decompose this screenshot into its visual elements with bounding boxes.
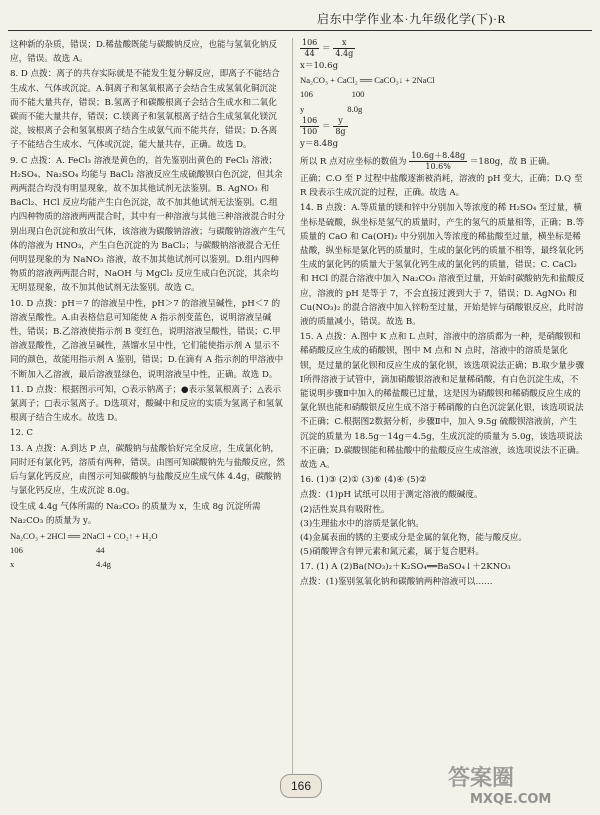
watermark-url: MXQE.COM — [470, 792, 552, 807]
hint-line: (3)生理盐水中的溶质是氯化钠。 — [300, 518, 424, 529]
calc-line: 所以 R 点对应坐标的数值为 $\frac{10.6g+8.48g}{10.6\%}$ ＝180g，故 B 正确。 — [300, 151, 556, 172]
x-value: x＝10.6g — [300, 61, 339, 71]
equation-reaction: Na₂CO₃ + 2HCl ══ 2NaCl + CO₂↑ + H₂O — [10, 530, 158, 541]
hint-line: (4)金属表面的锈的主要成分是金属的氧化物，能与酸反应。 — [300, 533, 528, 544]
y-value: y＝8.48g — [300, 138, 339, 149]
equation-masses: 106 44 — [10, 545, 105, 556]
left-column — [10, 38, 285, 572]
answer-q17: 17. (1) A (2)Ba(NO₃)₂＋K₂SO₄══BaSO₄↓＋2KNO₃ — [300, 561, 511, 572]
fraction: $\frac{x}{4.4g}$ — [335, 38, 354, 58]
fraction: $\frac{10.6g+8.48g}{10.6\%}$ — [411, 151, 466, 172]
header-rule — [8, 30, 592, 31]
answer-q12: 12. C — [10, 428, 33, 439]
answer-q9: 9. C 点拨：A. FeCl₃ 溶液是黄色的，首先鉴别出黄色的 FeCl₃ 溶液；H₂SO₄、Na₂SO₄ 均能与 BaCl₂ 溶液反应生成硫酸钡白色沉淀，但其余两两混合均没有明显现象，故不加其他试剂无法鉴别。B. AgNO₃ 和 BaCl₂、HCl 反应均能产生白色沉淀，故不加其他试剂无法鉴别。C.组内四种物质的溶液两两混合时，其中有一种溶液与其他三种溶液混合时分别出现白色沉淀和放出气体，该溶液为碳酸钠溶液；与碳酸钠溶液产生气体的溶液为 HNO₃，产生白色沉淀的为 BaCl₂；与碳酸钠溶液混合无任何明显现象的为 NaNO₃ 溶液，故不加其他试剂可以鉴别。D.组内四种物质的溶液两两混合时，NaOH 与 MgCl₂ 反应生成白色沉淀，其余均无明显现象，故不加其他试剂无法鉴别。故选 C。 — [10, 155, 286, 294]
answer-q13: 13. A 点拨：A.到达 P 点，碳酸钠与盐酸恰好完全反应，生成氯化钠，同时还有氯化钙，溶质有两种，错误。由图可知碳酸钠先与盐酸反应，然后与氯化钙反应，由图示可知碳酸钠与盐酸反应生成气体 4.4g，碳酸钠与氯化钙反应，生成沉淀 8.0g。 — [10, 443, 286, 497]
answer-q11: 11. D 点拨：根据图示可知，○表示钠离子；●表示氢氧根离子；△表示氯离子；□表示氢离子。D选项对，酸碱中和反应的实质为氢离子和氢氧根离子结合生成水。故选 D。 — [10, 384, 283, 424]
answer-q15: 15. A 点拨：A.图中 K 点和 L 点时，溶液中的溶质都为一种，是硝酸钡和稀硝酸反应生成的硝酸钡，图中 M 点和 N 点时，溶液中的溶质是氯化钡，是过量的氯化钡和反应生成的氯化钡，该选项说法正确；B.取少量步骤Ⅰ所得溶液于试管中，滴加硝酸银溶液和足量稀硝酸，有白色沉淀生成，不能说明步骤Ⅱ中加入的稀盐酸已过量，这是因为硝酸钡和稀硝酸反应生成的氯化钡也能和硝酸银反应生成不溶于稀硝酸的白色沉淀氯化银，该选项说法不正确；C.根据图2数据分析，步骤Ⅱ中，加入 9.5g 硫酸钡溶液前，产生沉淀的质量为 18.5g－14g＝4.5g，生成沉淀的质量为 5.0g，该选项说法不正确；D.碳酸钡能和稀盐酸中的盐酸反应生成溶液，该选项说法不正确。故选 A。 — [300, 332, 585, 471]
ratio-line-2: $\frac{106}{100}$ ＝ $\frac{y}{8g}$ — [302, 115, 346, 136]
hint-line: (5)硝酸钾含有钾元素和氮元素，属于复合肥料。 — [300, 547, 485, 558]
hint-line: 点拨：(1)pH 试纸可以用于测定溶液的酸碱度。 — [300, 490, 483, 501]
column-divider — [292, 38, 293, 778]
fraction: $\frac{106}{44}$ — [302, 38, 318, 58]
hint-line: 点拨：(1)鉴别氢氧化钠和碳酸钠两种溶液可以…… — [300, 576, 493, 587]
watermark-logo — [440, 759, 590, 807]
ratio-line-1: $\frac{106}{44}$ ＝ $\frac{x}{4.4g}$ — [302, 38, 354, 58]
watermark-text: 答案圈 — [448, 766, 515, 791]
equation-masses-2: 106 100 — [300, 89, 365, 100]
page-number: 166 — [280, 774, 322, 798]
fraction: $\frac{106}{100}$ — [302, 115, 318, 136]
answer-q13-setup: 设生成 4.4g 气体所需的 Na₂CO₃ 的质量为 x，生成 8g 沉淀所需 Na₂CO₃ 的质量为 y。 — [10, 501, 261, 526]
answer-paragraph: 这种新的杂质，错误；D.稀盐酸既能与碳酸钠反应，也能与氢氧化钠反应，错误。故选 A。 — [10, 40, 278, 65]
equation-reaction-2: Na₂CO₃ + CaCl₂ ══ CaCO₃↓ + 2NaCl — [300, 75, 435, 86]
fraction: $\frac{y}{8g}$ — [335, 115, 346, 136]
equation-vars-2: y 8.0g — [300, 103, 363, 114]
equation-vars: x 4.4g — [10, 559, 111, 570]
answer-q14: 14. B 点拨：A.等质量的镁和锌中分别加入等浓度的稀 H₂SO₄ 至过量，横坐标是硫酸，纵坐标是氢气的质量时，产生的氢气的质量相等，正确；B.等质量的 CaO 和 Ca(OH)₂ 中分别加入等浓度的稀盐酸至过量，横坐标是稀盐酸，纵坐标是氯化钙的质量时，生成的氯化钙的质量不相等，最终氧化钙生成的氯化钙的质量大于氢氧化钙生成的氯化钙的质量，错误；C. CaCl₂ 和 HCl 的混合溶液中加入 Na₂CO₃ 溶液至过量，开始时碳酸钠先和盐酸反应，溶液的 pH 是等于 7，不会直接过渡到大于 7，错误；D. AgNO₃ 和 Cu(NO₃)₂ 的混合溶液中加入锌粉至过量，开始是锌与硝酸银反应，此时溶液的质量减小，错误。故选 B。 — [300, 203, 585, 328]
answer-q16: 16. (1)③ (2)① (3)⑥ (4)④ (5)② — [300, 475, 427, 486]
answer-q8: 8. D 点拨：离子的共存实际就是不能发生复分解反应，即离子不能结合生成水、气体或沉淀。A.铜离子和氢氧根离子会结合生成氢氧化铜沉淀而不能大量共存，错误；B.氢离子和碳酸根离子会结合生成水和二氧化碳而不能大量共存，错误；C.镁离子和氢氧根离子结合生成氢氧化镁沉淀，铵根离子会和氢氧根离子结合生成氨气而不能共存，错误；D.各离子不能结合生成水、气体或沉淀，能大量共存，正确。故选 D。 — [10, 69, 280, 151]
answer-q13-cont: 正确；C.O 至 P 过程中盐酸逐渐被消耗，溶液的 pH 变大，正确；D.Q 至 R 段表示生成沉淀的过程，正确。故选 A。 — [300, 174, 583, 199]
answer-q10: 10. D 点拨：pH＝7 的溶液呈中性，pH＞7 的溶液呈碱性，pH＜7 的溶液呈酸性。A.由表格信息可知能使 A 指示剂变蓝色，说明溶液呈碱性，错误；B.乙溶液使指示剂 B 变红色，说明溶液呈酸性，错误；C.甲溶液显酸性，乙溶液呈碱性，蒸馏水呈中性，它们能使指示剂 A 显示不同的颜色，故能用指示剂 A 鉴别，错误；D.在滴有 A 指示剂的甲溶液中不断加入乙溶液，最后溶液显绿色，说明溶液呈中性，正确。故选 D。 — [10, 298, 284, 380]
hint-line: (2)活性炭具有吸附性。 — [300, 504, 390, 515]
header-title: 启东中学作业本·九年级化学(下)·R — [317, 12, 506, 26]
page-header — [0, 0, 600, 34]
right-column — [300, 38, 585, 589]
